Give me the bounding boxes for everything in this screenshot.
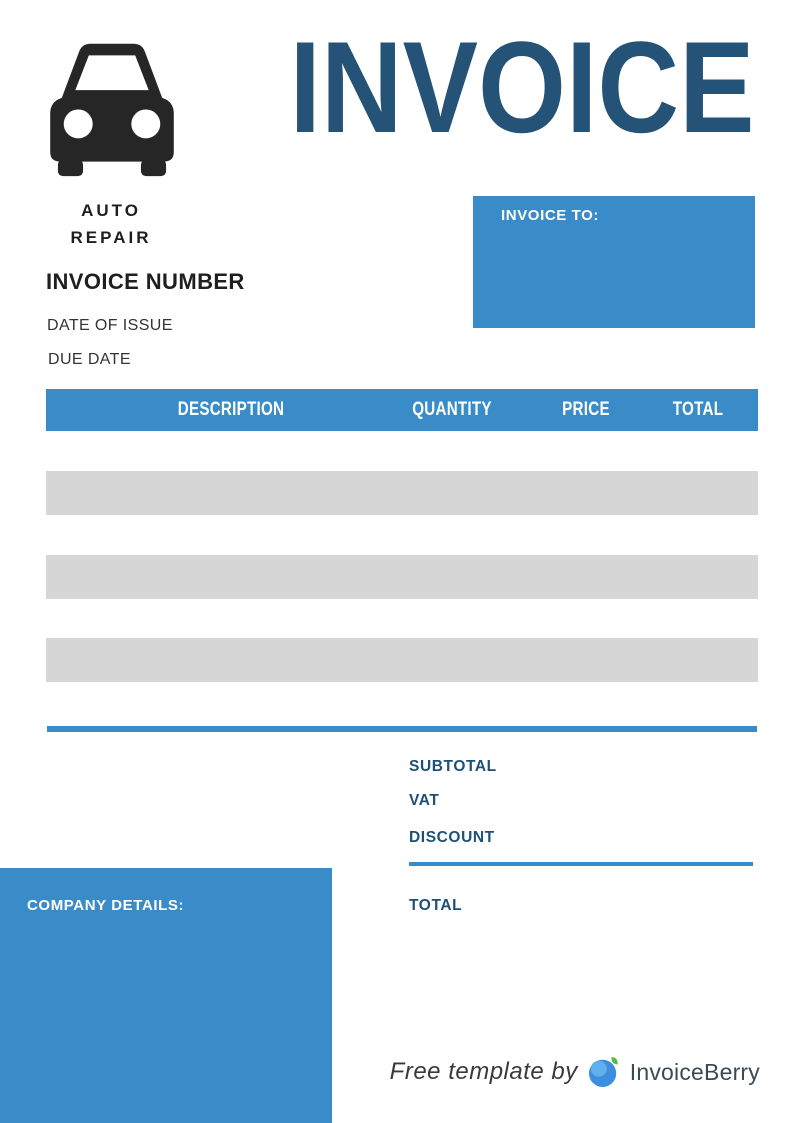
credit-text: Free template by xyxy=(389,1058,578,1085)
car-icon xyxy=(36,38,188,178)
table-row xyxy=(46,471,758,515)
column-header-total: TOTAL xyxy=(672,399,724,420)
footer-credit xyxy=(390,1054,760,1090)
discount-label: DISCOUNT xyxy=(409,829,495,846)
company-details-box xyxy=(0,868,332,1123)
table-row xyxy=(46,555,758,599)
subtotal-label: SUBTOTAL xyxy=(409,758,497,775)
company-details-label: COMPANY DETAILS: xyxy=(27,897,185,914)
shop-name-line2: REPAIR xyxy=(70,228,152,247)
date-of-issue-label: DATE OF ISSUE xyxy=(47,317,173,334)
page-title: INVOICE xyxy=(289,14,755,160)
column-header-description: DESCRIPTION xyxy=(177,399,285,420)
totals-rule xyxy=(409,862,753,866)
invoice-to-label: INVOICE TO: xyxy=(501,207,599,224)
table-divider xyxy=(47,726,757,732)
invoice-to-box xyxy=(473,196,755,328)
shop-name-line1: AUTO xyxy=(81,201,141,220)
column-header-price: PRICE xyxy=(561,399,610,420)
total-label: TOTAL xyxy=(409,897,463,914)
invoice-number-label: INVOICE NUMBER xyxy=(46,269,245,294)
column-header-quantity: QUANTITY xyxy=(412,399,492,420)
vat-label: VAT xyxy=(409,792,440,809)
table-row xyxy=(46,638,758,682)
table-header xyxy=(46,389,758,431)
berry-icon xyxy=(588,1056,620,1088)
brand-name: InvoiceBerry xyxy=(629,1058,760,1085)
shop-name xyxy=(46,197,176,251)
due-date-label: DUE DATE xyxy=(48,351,131,368)
